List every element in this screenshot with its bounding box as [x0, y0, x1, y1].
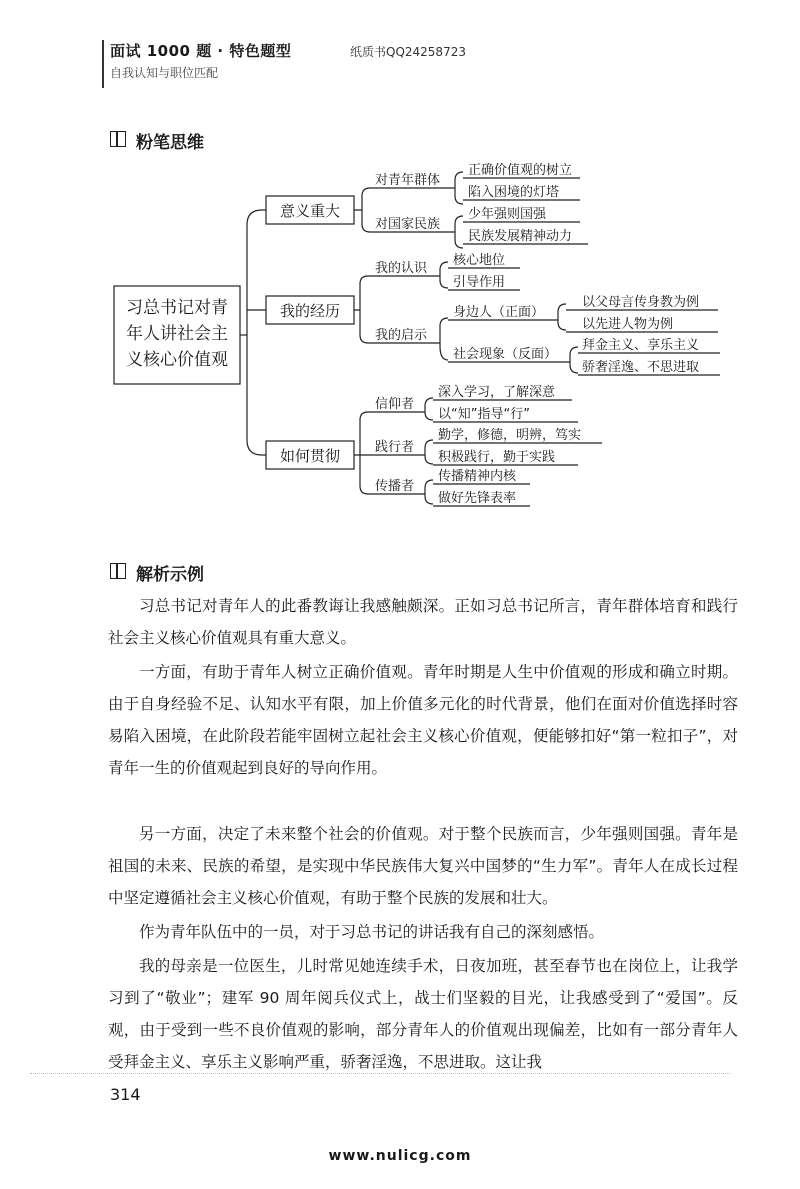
leaf-label: 以先进人物为例	[582, 317, 674, 332]
paragraph: 作为青年队伍中的一员，对于习总书记的讲话我有自己的深刻感悟。	[139, 923, 605, 941]
root-line-1: 习总书记对青	[126, 298, 228, 318]
header-tag: 纸质书QQ24258723	[350, 45, 466, 59]
branch-label: 如何贯彻	[279, 447, 341, 465]
leaf-label: 以父母言传身教为例	[582, 295, 700, 310]
node-label: 我的认识	[375, 261, 428, 276]
paragraph: 另一方面，决定了未来整个社会的价值观。对于整个民族而言，少年强则国强。青年是祖国的未来、民族的希望，是实现中华民族伟大复兴中国梦的“生力军”。青年人在成长过程中坚定遵循社会主义核心价值观，有助于整个民族的发展和壮大。	[108, 825, 738, 907]
paragraph: 一方面，有助于青年人树立正确价值观。青年时期是人生中价值观的形成和确立时期。由于自身经验不足、认知水平有限，加上价值多元化的时代背景，他们在面对价值选择时容易陷入困境，在此阶段若能牢固树立起社会主义核心价值观，便能够扣好“第一粒扣子”，对青年一生的价值观起到良好的导向作用。	[108, 663, 738, 777]
node-label: 社会现象（反面）	[453, 347, 558, 362]
branch-label: 意义重大	[279, 202, 341, 220]
leaf-label: 核心地位	[453, 253, 506, 268]
analysis-icon	[110, 563, 126, 579]
book-title: 面试 1000 题 · 特色题型	[110, 42, 292, 60]
root-line-3: 义核心价值观	[126, 350, 228, 370]
node-label: 我的启示	[375, 328, 428, 343]
paragraph: 习总书记对青年人的此番教诲让我感触颇深。正如习总书记所言，青年群体培育和践行社会主义核心价值观具有重大意义。	[108, 597, 738, 647]
chapter-subtitle: 自我认知与职位匹配	[110, 66, 219, 80]
node-label: 传播者	[375, 479, 415, 494]
leaf-label: 骄奢淫逸、不思进取	[582, 360, 700, 375]
node-label: 对青年群体	[375, 173, 441, 188]
header-rule	[102, 40, 104, 88]
paragraph: 我的母亲是一位医生，儿时常见她连续手术，日夜加班，甚至春节也在岗位上，让我学习到了“敬业”；建军 90 周年阅兵仪式上，战士们坚毅的目光，让我感受到了“爱国”。反观，由于受到一些不良价值观的影响，部分青年人的价值观出现偏差，比如有一部分青年人受拜金主义、享乐主义影响严重，骄奢淫逸，不思进取。这让我	[108, 957, 738, 1071]
mindmap-title: 粉笔思维	[136, 133, 204, 153]
node-label: 对国家民族	[375, 217, 441, 232]
leaf-label: 民族发展精神动力	[468, 229, 573, 244]
leaf-label: 正确价值观的树立	[468, 163, 573, 178]
chalk-icon	[110, 131, 126, 147]
leaf-label: 以“知”指导“行”	[438, 407, 530, 422]
leaf-label: 引导作用	[453, 275, 506, 290]
analysis-title: 解析示例	[136, 565, 204, 585]
mind-map	[0, 150, 800, 520]
node-label: 身边人（正面）	[453, 305, 545, 320]
leaf-label: 深入学习，了解深意	[438, 385, 556, 400]
divider	[30, 1073, 730, 1074]
footer-url: www.nulicg.com	[328, 1148, 472, 1164]
branch-label: 我的经历	[279, 302, 341, 320]
root-line-2: 年人讲社会主	[126, 324, 228, 344]
node-label: 信仰者	[375, 397, 415, 412]
page-number: 314	[110, 1085, 141, 1104]
node-label: 践行者	[375, 440, 415, 455]
leaf-label: 拜金主义、享乐主义	[582, 338, 700, 353]
leaf-label: 陷入困境的灯塔	[468, 185, 560, 200]
leaf-label: 传播精神内核	[438, 469, 517, 484]
leaf-label: 勤学，修德，明辨，笃实	[438, 428, 582, 443]
leaf-label: 少年强则国强	[468, 207, 547, 222]
leaf-label: 积极践行，勤于实践	[438, 450, 556, 465]
leaf-label: 做好先锋表率	[438, 491, 517, 506]
